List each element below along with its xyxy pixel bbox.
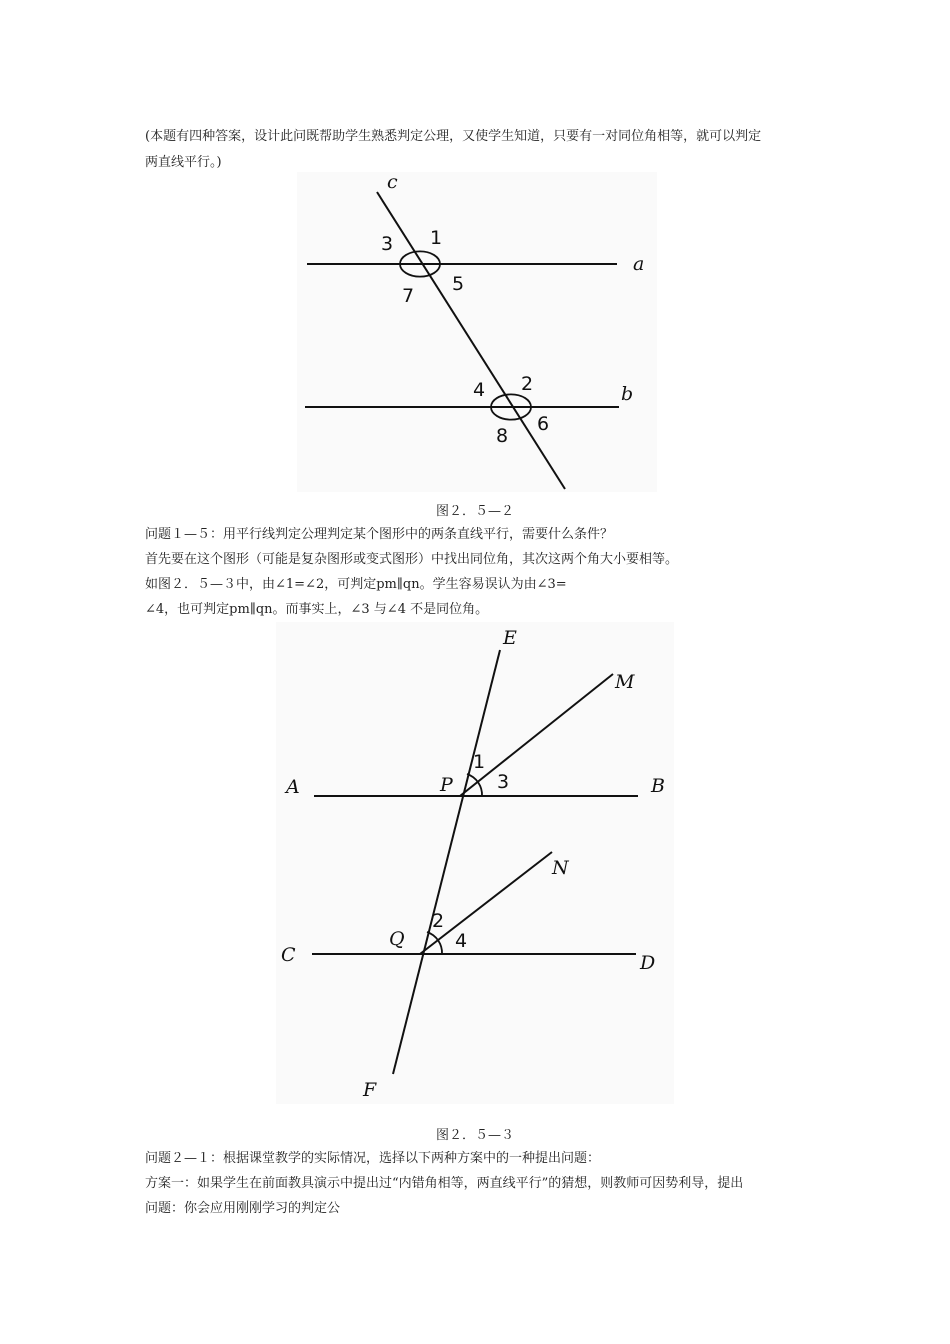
label-D: D	[640, 952, 656, 974]
label-F: F	[363, 1079, 377, 1101]
question-1-5-line-1: 问题１—５：用平行线判定公理判定某个图形中的两条直线平行，需要什么条件？	[145, 527, 614, 542]
label-A: A	[286, 776, 300, 798]
label-B: B	[651, 775, 665, 797]
question-2-1-line-1: 问题２—１：根据课堂教学的实际情况，选择以下两种方案中的一种提出问题：	[145, 1151, 601, 1166]
label-8: 8	[496, 425, 509, 447]
label-a: a	[633, 253, 645, 275]
label-b: b	[621, 383, 634, 405]
figure-2-5-2	[297, 172, 657, 492]
label-6: 6	[537, 413, 550, 435]
label-angle-2: 2	[432, 910, 445, 932]
figure-2-caption: 图２．５—３	[435, 1128, 514, 1143]
question-2-1-line-2: 方案一：如果学生在前面教具演示中提出过“内错角相等，两直线平行”的猜想，则教师可因势利导，提出	[145, 1176, 744, 1191]
label-c: c	[387, 172, 398, 193]
figure-2-5-3	[276, 622, 674, 1104]
question-1-5-line-2: 首先要在这个图形（可能是复杂图形或变式图形）中找出同位角，其次这两个角大小要相等。	[145, 552, 679, 567]
question-1-5-line-4: ∠4，也可判定pm∥qn。而事实上，∠3 与∠4 不是同位角。	[145, 602, 489, 617]
label-3: 3	[381, 233, 394, 255]
intro-line-2: 两直线平行。)	[145, 155, 222, 170]
question-2-1-line-3: 问题：你会应用刚刚学习的判定公	[145, 1201, 341, 1216]
label-5: 5	[452, 273, 465, 295]
label-P: P	[440, 774, 453, 796]
label-angle-3: 3	[497, 771, 510, 793]
intro-line-1: (本题有四种答案，设计此问既帮助学生熟悉判定公理，又使学生知道，只要有一对同位角相等，就可以判定	[145, 129, 762, 144]
label-4: 4	[473, 379, 486, 401]
label-M: M	[615, 671, 635, 693]
label-angle-4: 4	[455, 930, 468, 952]
label-C: C	[281, 944, 296, 966]
label-1: 1	[430, 227, 443, 249]
label-2: 2	[521, 373, 534, 395]
label-angle-1: 1	[473, 751, 486, 773]
label-E: E	[503, 627, 517, 649]
label-N: N	[552, 857, 569, 879]
label-Q: Q	[389, 928, 405, 950]
figure-1-caption: 图２．５—２	[435, 504, 514, 519]
label-7: 7	[402, 285, 415, 307]
question-1-5-line-3: 如图２．５—３中，由∠1=∠2，可判定pm∥qn。学生容易误认为由∠3=	[145, 577, 567, 592]
